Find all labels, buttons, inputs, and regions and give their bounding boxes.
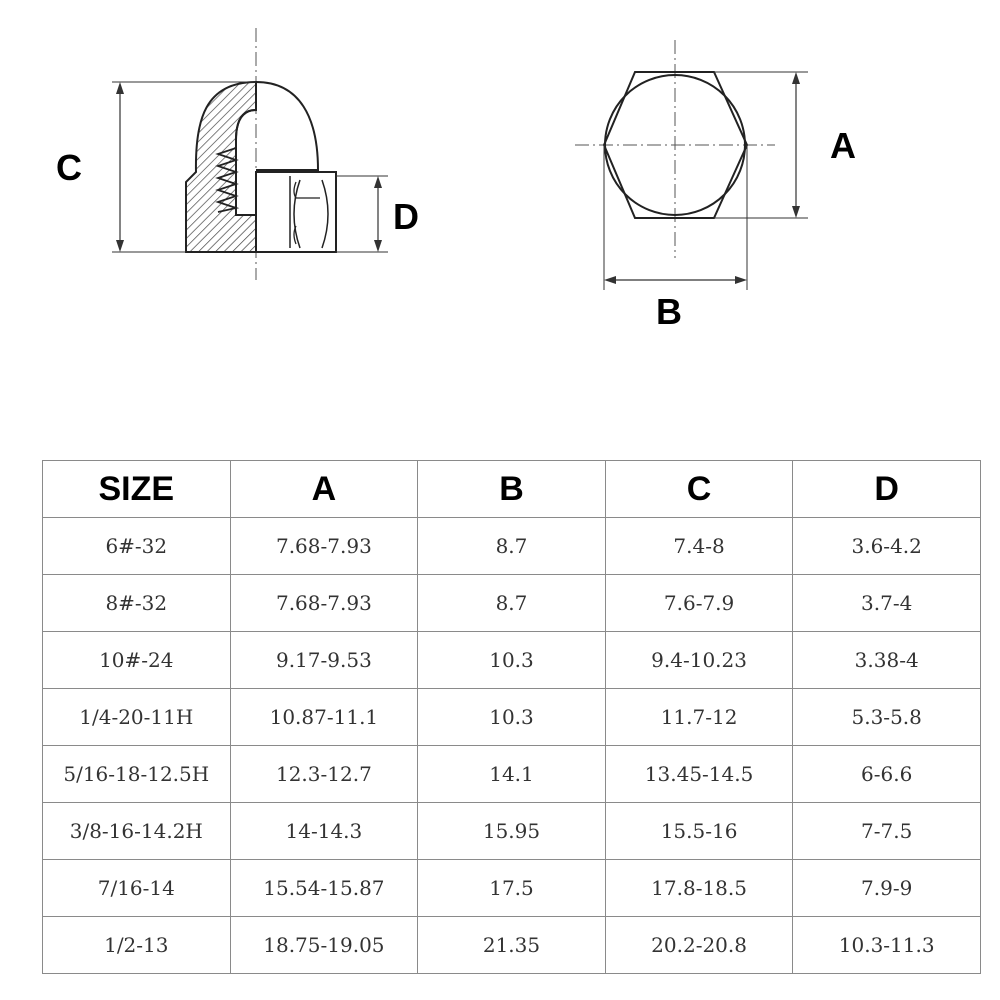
- cell-b: 8.7: [418, 575, 606, 632]
- cell-b: 10.3: [418, 632, 606, 689]
- cell-c: 20.2-20.8: [605, 917, 793, 974]
- header-a: A: [230, 461, 418, 518]
- cell-b: 17.5: [418, 860, 606, 917]
- cell-d: 6-6.6: [793, 746, 981, 803]
- cell-size: 1/2-13: [43, 917, 231, 974]
- cell-size: 7/16-14: [43, 860, 231, 917]
- table-row: [43, 632, 981, 689]
- table-row: [43, 689, 981, 746]
- side-section-view: [56, 28, 419, 280]
- table-row: [43, 746, 981, 803]
- dimension-d-label: D: [393, 196, 419, 237]
- cell-a: 14-14.3: [230, 803, 418, 860]
- cell-size: 1/4-20-11H: [43, 689, 231, 746]
- dimension-c-label: C: [56, 147, 82, 188]
- cell-d: 7.9-9: [793, 860, 981, 917]
- cell-c: 7.4-8: [605, 518, 793, 575]
- header-c: C: [605, 461, 793, 518]
- cell-a: 7.68-7.93: [230, 575, 418, 632]
- cell-a: 18.75-19.05: [230, 917, 418, 974]
- cell-b: 21.35: [418, 917, 606, 974]
- table-row: [43, 917, 981, 974]
- table-header-row: [43, 461, 981, 518]
- table-row: [43, 860, 981, 917]
- cell-d: 7-7.5: [793, 803, 981, 860]
- cell-d: 5.3-5.8: [793, 689, 981, 746]
- table-row: [43, 518, 981, 575]
- cell-d: 10.3-11.3: [793, 917, 981, 974]
- cap-nut-drawings: [0, 0, 1000, 420]
- cell-d: 3.7-4: [793, 575, 981, 632]
- cell-size: 5/16-18-12.5H: [43, 746, 231, 803]
- cell-a: 12.3-12.7: [230, 746, 418, 803]
- header-d: D: [793, 461, 981, 518]
- cell-c: 9.4-10.23: [605, 632, 793, 689]
- cell-b: 10.3: [418, 689, 606, 746]
- top-hex-view: [575, 40, 856, 332]
- cell-b: 14.1: [418, 746, 606, 803]
- cell-size: 10#-24: [43, 632, 231, 689]
- header-size: SIZE: [43, 461, 231, 518]
- cell-a: 9.17-9.53: [230, 632, 418, 689]
- header-b: B: [418, 461, 606, 518]
- cell-b: 15.95: [418, 803, 606, 860]
- cell-c: 7.6-7.9: [605, 575, 793, 632]
- dome-right-half: [256, 82, 318, 170]
- cell-size: 3/8-16-14.2H: [43, 803, 231, 860]
- cell-a: 7.68-7.93: [230, 518, 418, 575]
- dimension-a-label: A: [830, 125, 856, 166]
- cell-c: 13.45-14.5: [605, 746, 793, 803]
- cell-a: 15.54-15.87: [230, 860, 418, 917]
- cell-c: 11.7-12: [605, 689, 793, 746]
- cell-c: 17.8-18.5: [605, 860, 793, 917]
- table-row: [43, 803, 981, 860]
- cell-b: 8.7: [418, 518, 606, 575]
- cell-c: 15.5-16: [605, 803, 793, 860]
- cell-size: 6#-32: [43, 518, 231, 575]
- dimension-b-label: B: [656, 291, 682, 332]
- cell-d: 3.6-4.2: [793, 518, 981, 575]
- cell-a: 10.87-11.1: [230, 689, 418, 746]
- cell-d: 3.38-4: [793, 632, 981, 689]
- table-row: [43, 575, 981, 632]
- cell-size: 8#-32: [43, 575, 231, 632]
- dimension-spec-table: [42, 460, 981, 974]
